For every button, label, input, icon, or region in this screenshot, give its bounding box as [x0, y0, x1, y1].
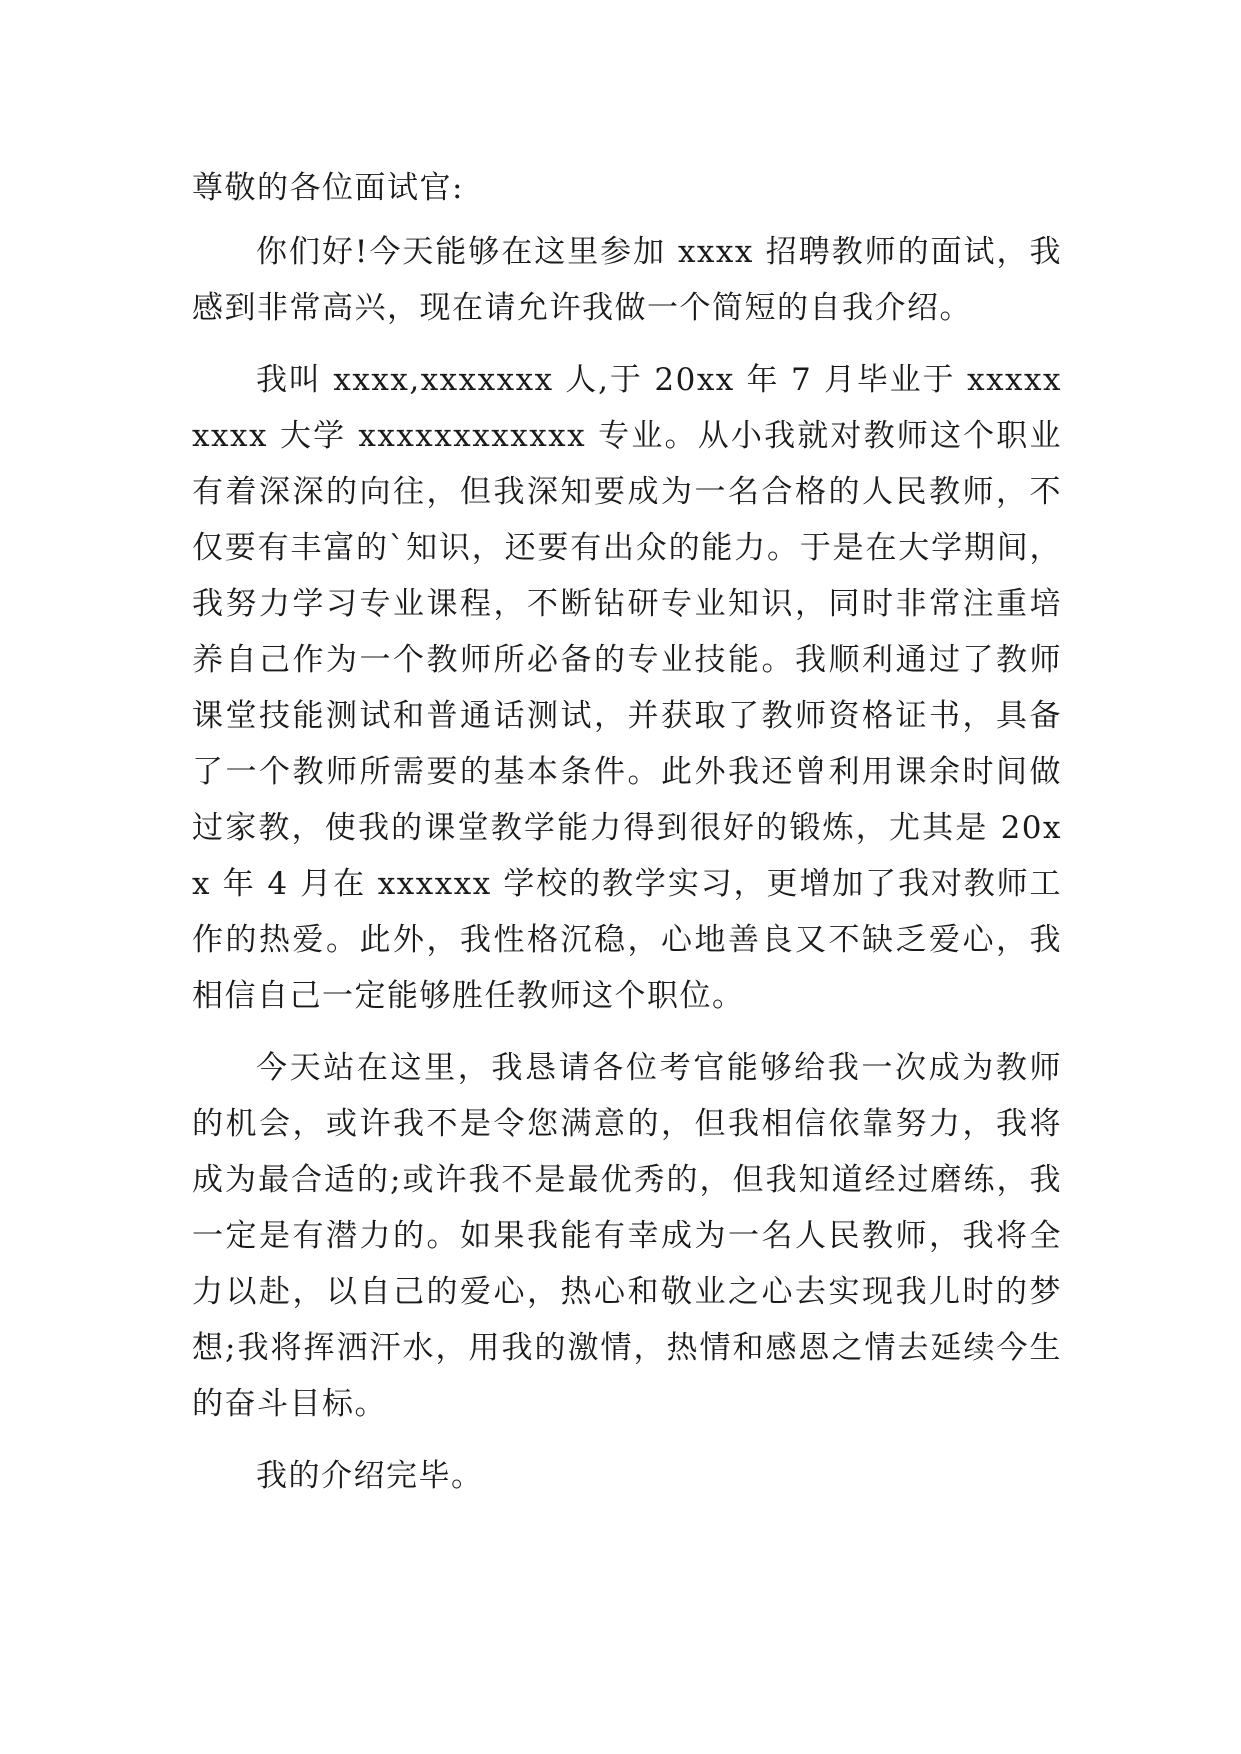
- paragraph-request: 今天站在这里，我恳请各位考官能够给我一次成为教师的机会，或许我不是令您满意的，但我相信依靠努力，我将成为最合适的;或许我不是最优秀的，但我知道经过磨练，我一定是有潜力的。如果我能有幸成为一名人民教师，我将全力以赴，以自己的爱心，热心和敬业之心去实现我儿时的梦想;我将挥洒汗水，用我的激情，热情和感恩之情去延续今生的奋斗目标。: [192, 1050, 1062, 1422]
- salutation: 尊敬的各位面试官:: [192, 170, 464, 206]
- paragraph-background: 我叫 xxxx,xxxxxxx 人,于 20xx 年 7 月毕业于 xxxxxxxxx 大学 xxxxxxxxxxxx 专业。从小我就对教师这个职业有着深深的向往，但我深知要成为一名合格的人民教师，不仅要有丰富的`知识，还要有出众的能力。于是在大学期间，我努力学习专业课程，不断钻研专业知识，同时非常注重培养自己作为一个教师所必备的专业技能。我顺利通过了教师课堂技能测试和普通话测试，并获取了教师资格证书，具备了一个教师所需要的基本条件。此外我还曾利用课余时间做过家教，使我的课堂教学能力得到很好的锻炼，尤其是 20xx 年 4 月在 xxxxxx 学校的教学实习，更增加了我对教师工作的热爱。此外，我性格沉稳，心地善良又不缺乏爱心，我相信自己一定能够胜任教师这个职位。: [192, 362, 1062, 1014]
- paragraph-closing: 我的介绍完毕。: [256, 1458, 484, 1494]
- paragraph-greeting: 你们好!今天能够在这里参加 xxxx 招聘教师的面试，我感到非常高兴，现在请允许我做一个简短的自我介绍。: [192, 234, 1062, 326]
- document-body: [192, 160, 1062, 1504]
